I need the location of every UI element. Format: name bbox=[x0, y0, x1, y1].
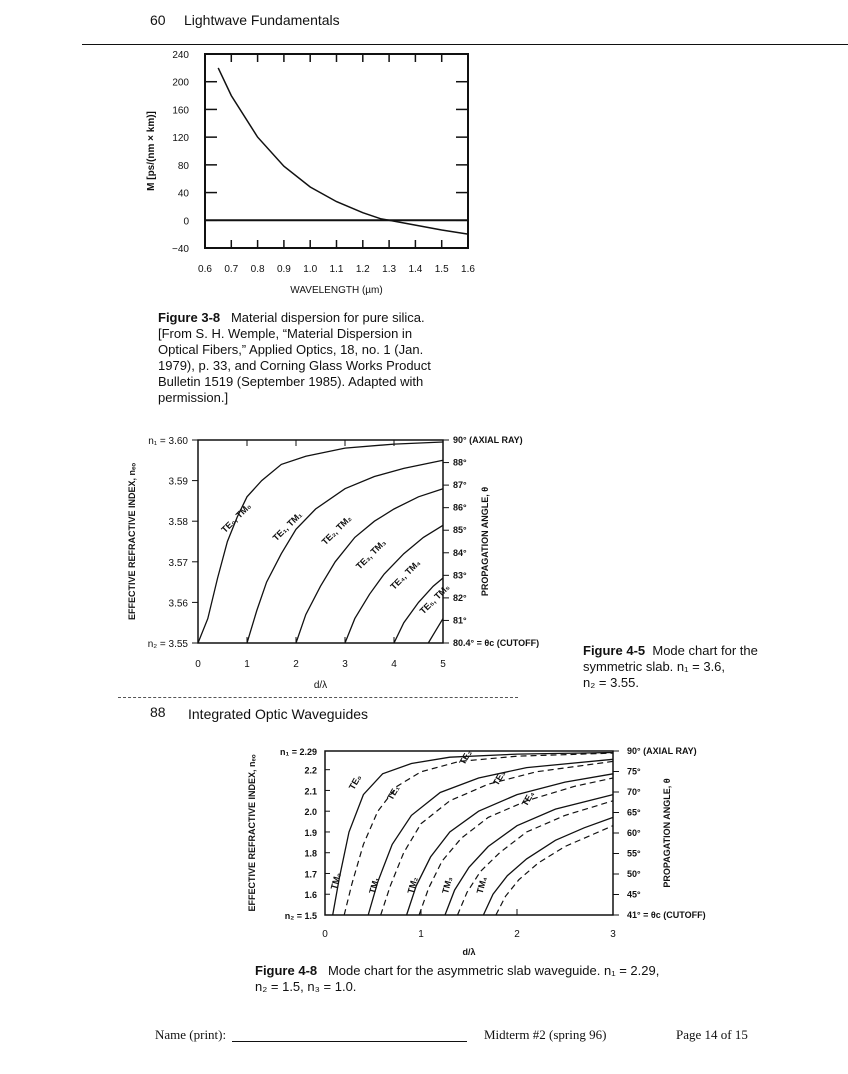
x-tick-label: 0 bbox=[195, 659, 201, 670]
angle-tick-label: 75° bbox=[627, 766, 641, 777]
te-mode-label: TE₂ bbox=[457, 748, 474, 767]
tm-mode-label: TM₀ bbox=[328, 871, 343, 891]
caption-line: Mode chart for the asymmetric slab waveguide. n₁ = 2.29, bbox=[327, 963, 660, 978]
y-tick-label: n₁ = 2.29 bbox=[280, 747, 317, 757]
x-tick-label: 1.4 bbox=[408, 264, 423, 275]
y-tick-label: 2.2 bbox=[304, 765, 317, 776]
y-tick-label: 0 bbox=[183, 216, 189, 228]
angle-tick-label: 82° bbox=[453, 592, 467, 603]
page-number: 88 bbox=[150, 704, 166, 720]
mode-label: TE₅, TM₅ bbox=[417, 582, 452, 616]
caption-line: Material dispersion for pure silica. bbox=[230, 310, 425, 325]
x-tick-label: 0.6 bbox=[198, 264, 212, 275]
x-tick-label: 2 bbox=[293, 659, 299, 670]
y2-axis-label: PROPAGATION ANGLE, θ bbox=[662, 778, 672, 888]
y-tick-label: 1.8 bbox=[304, 848, 317, 859]
x-tick-label: 1 bbox=[418, 929, 424, 940]
exam-label: Midterm #2 (spring 96) bbox=[484, 1027, 607, 1042]
mode-label: TE₀, TM₀ bbox=[219, 501, 253, 535]
mode-label: TE₃, TM₃ bbox=[354, 537, 388, 572]
y2-axis-label: PROPAGATION ANGLE, θ bbox=[480, 486, 490, 597]
x-tick-label: 1.5 bbox=[434, 264, 449, 275]
header-rule bbox=[82, 44, 848, 45]
y-tick-label: n₁ = 3.60 bbox=[148, 436, 188, 447]
y-tick-label: 120 bbox=[172, 133, 189, 145]
x-tick-label: 5 bbox=[440, 659, 446, 670]
y-tick-label: 240 bbox=[172, 50, 189, 61]
name-label: Name (print): bbox=[155, 1027, 227, 1042]
mode-curve bbox=[428, 619, 443, 643]
running-title: Integrated Optic Waveguides bbox=[188, 706, 369, 722]
angle-tick-label: 84° bbox=[453, 547, 467, 558]
y-tick-label: 2.0 bbox=[304, 807, 317, 818]
y-tick-label: n₂ = 1.5 bbox=[284, 911, 317, 921]
running-title: Lightwave Fundamentals bbox=[184, 12, 340, 28]
x-tick-label: 1 bbox=[244, 659, 250, 670]
angle-tick-label: 65° bbox=[627, 807, 641, 818]
mode-label: TE₁, TM₁ bbox=[270, 509, 304, 543]
y-axis-label: EFFECTIVE REFRACTIVE INDEX, nₑₒ bbox=[247, 754, 257, 912]
mode-label: TE₂, TM₂ bbox=[319, 513, 354, 547]
dispersion-curve bbox=[218, 68, 468, 234]
caption-line: n₂ = 3.55. bbox=[583, 675, 640, 690]
angle-tick-label: 70° bbox=[627, 787, 641, 797]
caption-line: permission.] bbox=[158, 390, 229, 405]
angle-tick-label: 90° (AXIAL RAY) bbox=[453, 435, 523, 445]
caption-line: symmetric slab. n₁ = 3.6, bbox=[583, 659, 726, 674]
y-tick-label: −40 bbox=[172, 244, 189, 255]
caption-line: Mode chart for the bbox=[652, 643, 758, 658]
figure-3-8-label: Figure 3-8 bbox=[158, 310, 221, 325]
tm-mode-label: TM₁ bbox=[367, 876, 382, 895]
x-tick-label: 4 bbox=[391, 659, 397, 670]
angle-tick-label: 83° bbox=[453, 570, 467, 581]
angle-tick-label: 85° bbox=[453, 525, 467, 536]
angle-tick-label: 81° bbox=[453, 615, 467, 626]
angle-tick-label: 60° bbox=[627, 828, 641, 838]
angle-tick-label: 86° bbox=[453, 502, 467, 513]
te-mode-label: TE₀ bbox=[346, 772, 364, 792]
x-tick-label: 1.2 bbox=[355, 264, 370, 275]
y-axis-label: EFFECTIVE REFRACTIVE INDEX, nₑₒ bbox=[127, 462, 137, 621]
y-tick-label: 1.9 bbox=[304, 827, 317, 838]
x-tick-label: 3 bbox=[610, 929, 616, 940]
te-mode-curve bbox=[445, 795, 613, 915]
y-tick-label: n₂ = 3.55 bbox=[147, 639, 188, 650]
y-tick-label: 3.57 bbox=[168, 557, 188, 569]
x-tick-label: 1.0 bbox=[303, 264, 318, 275]
plot-frame bbox=[205, 54, 468, 248]
scan-divider bbox=[118, 697, 518, 698]
page-number: 60 bbox=[150, 12, 166, 28]
figure-4-8-label: Figure 4-8 bbox=[255, 963, 318, 978]
tm-mode-label: TM₂ bbox=[405, 875, 420, 895]
te-mode-label: TE₄ bbox=[519, 789, 537, 809]
y-tick-label: 1.6 bbox=[304, 890, 317, 901]
mode-label: TE₄, TM₄ bbox=[388, 557, 423, 592]
x-tick-label: 2 bbox=[514, 929, 520, 940]
angle-tick-label: 90° (AXIAL RAY) bbox=[627, 746, 697, 756]
angle-tick-label: 87° bbox=[453, 480, 467, 491]
angle-tick-label: 45° bbox=[627, 889, 641, 900]
y-tick-label: 80 bbox=[177, 160, 189, 172]
angle-tick-label: 41° = θc (CUTOFF) bbox=[627, 910, 706, 920]
y-tick-label: 40 bbox=[177, 188, 189, 200]
x-tick-label: 1.1 bbox=[329, 264, 344, 275]
x-tick-label: 3 bbox=[342, 659, 348, 670]
figure-4-5-label: Figure 4-5 bbox=[583, 643, 646, 658]
x-axis-label: WAVELENGTH (µm) bbox=[290, 285, 383, 296]
figure-3-8-caption bbox=[158, 310, 488, 406]
y-axis-label: M [ps/(nm × km)] bbox=[146, 111, 157, 191]
x-tick-label: 0.8 bbox=[250, 264, 265, 275]
figure-4-8-caption bbox=[255, 963, 755, 995]
figure-4-8-chart bbox=[235, 735, 735, 960]
mode-curve bbox=[198, 442, 443, 643]
angle-tick-label: 55° bbox=[627, 848, 641, 859]
angle-tick-label: 88° bbox=[453, 457, 467, 468]
x-tick-label: 0.9 bbox=[276, 264, 291, 275]
x-tick-label: 0.7 bbox=[224, 264, 239, 275]
x-axis-label: d/λ bbox=[462, 947, 476, 957]
mode-curve bbox=[247, 460, 443, 643]
te-mode-curve bbox=[483, 817, 613, 915]
y-tick-label: 3.58 bbox=[168, 517, 188, 529]
figure-4-5-chart bbox=[110, 425, 580, 695]
caption-line: 1979), p. 33, and Corning Glass Works Product bbox=[158, 358, 431, 373]
caption-line: n₂ = 1.5, n₃ = 1.0. bbox=[255, 979, 357, 994]
figure-3-8-chart bbox=[130, 48, 490, 306]
y-tick-label: 160 bbox=[172, 105, 189, 117]
caption-line: Optical Fibers,” Applied Optics, 18, no. 1 (Jan. bbox=[158, 342, 424, 357]
y-tick-label: 3.59 bbox=[168, 476, 188, 488]
angle-tick-label: 80.4° = θc (CUTOFF) bbox=[453, 638, 540, 648]
y-tick-label: 2.1 bbox=[304, 786, 317, 797]
name-input-line[interactable] bbox=[232, 1041, 467, 1042]
angle-tick-label: 50° bbox=[627, 869, 641, 879]
y-tick-label: 200 bbox=[172, 77, 189, 89]
caption-line: [From S. H. Wemple, “Material Dispersion in bbox=[158, 326, 413, 341]
caption-line: Bulletin 1519 (September 1985). Adapted with bbox=[158, 374, 424, 389]
x-tick-label: 0 bbox=[322, 929, 328, 940]
te-mode-label: TE₃ bbox=[490, 768, 508, 788]
x-tick-label: 1.3 bbox=[382, 264, 397, 275]
tm-mode-label: TM₄ bbox=[474, 875, 489, 895]
x-axis-label: d/λ bbox=[313, 680, 328, 691]
x-tick-label: 1.6 bbox=[461, 264, 475, 275]
figure-4-5-caption bbox=[583, 643, 803, 691]
y-tick-label: 1.7 bbox=[304, 869, 317, 880]
te-mode-label: TE₁ bbox=[385, 783, 402, 802]
tm-mode-label: TM₃ bbox=[440, 875, 455, 895]
page-counter: Page 14 of 15 bbox=[676, 1027, 748, 1042]
y-tick-label: 3.56 bbox=[168, 598, 188, 610]
